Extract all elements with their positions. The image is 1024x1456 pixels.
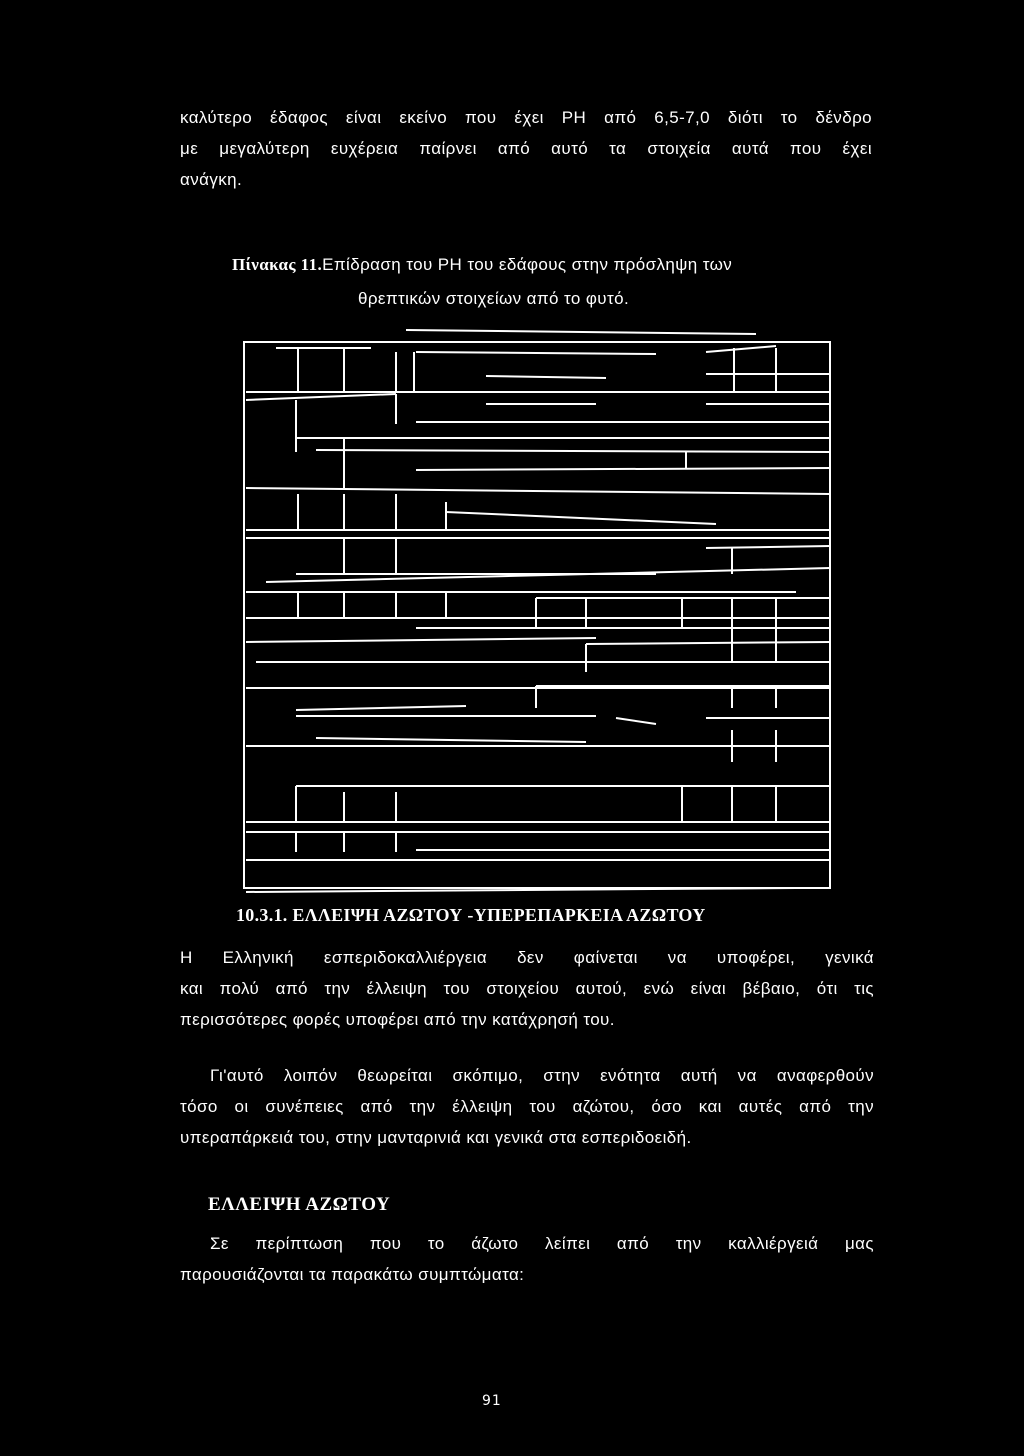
band-line — [616, 718, 656, 724]
band-line — [706, 546, 830, 548]
band-line — [706, 346, 776, 352]
caption-line-2: θρεπτικών στοιχείων από το φυτό. — [358, 289, 630, 308]
paragraph-line: υπεραπάρκειά του, στην μανταρινιά και γενικά στα εσπεριδοειδή. — [180, 1128, 692, 1147]
intro-line: καλύτερο έδαφος είναι εκείνο που έχει PH από 6,5-7,0 διότι το δένδρο — [180, 108, 872, 127]
paragraph-line: παρουσιάζονται τα παρακάτω συμπτώματα: — [180, 1265, 525, 1284]
paragraph-line: Η Ελληνική εσπεριδοκαλλιέργεια δεν φαίνεται να υποφέρει, γενικά — [180, 948, 874, 967]
band-line — [316, 738, 586, 742]
band-line — [316, 450, 830, 452]
band-line — [446, 512, 716, 524]
paragraph-line: περισσότερες φορές υποφέρει από την κατάχρησή του. — [180, 1010, 615, 1029]
band-line — [246, 488, 830, 494]
ph-nutrient-figure — [236, 312, 836, 912]
caption-label: Πίνακας 11. — [232, 255, 323, 274]
paragraph-line: και πολύ από την έλλειψη του στοιχείου αυτού, ενώ είναι βέβαιο, ότι τις — [180, 979, 874, 998]
intro-line: με μεγαλύτερη ευχέρεια παίρνει από αυτό τα στοιχεία αυτά που έχει — [180, 139, 872, 158]
band-line — [586, 642, 830, 644]
caption-line-1 — [232, 248, 872, 282]
intro-line: ανάγκη. — [180, 170, 243, 189]
paragraph-line: Σε περίπτωση που το άζωτο λείπει από την καλλιέργειά μας — [210, 1234, 874, 1253]
caption-title: Επίδραση του PH του εδάφους στην πρόσληψη των — [322, 255, 733, 274]
section-heading: 10.3.1. ΕΛΛΕΙΨΗ ΑΖΩΤΟΥ -ΥΠΕΡΕΠΑΡΚΕΙΑ ΑΖΩΤΟΥ — [236, 905, 706, 925]
band-line — [246, 394, 396, 400]
paragraph-line: τόσο οι συνέπειες από την έλλειψη του αζώτου, όσο και αυτές από την — [180, 1097, 874, 1116]
band-line — [416, 468, 830, 470]
intro-paragraph — [180, 102, 872, 195]
figure-top-line — [406, 330, 756, 334]
paragraph-2 — [180, 1060, 874, 1153]
paragraph-1 — [180, 942, 874, 1035]
paragraph-3 — [180, 1228, 874, 1290]
band-line — [296, 706, 466, 710]
band-line — [416, 352, 656, 354]
paragraph-line: Γι'αυτό λοιπόν θεωρείται σκόπιμο, στην ενότητα αυτή να αναφερθούν — [210, 1066, 874, 1085]
band-line — [486, 376, 606, 378]
subsection-heading: ΕΛΛΕΙΨΗ ΑΖΩΤΟΥ — [208, 1194, 391, 1215]
band-line — [246, 638, 596, 642]
table-caption — [232, 248, 872, 316]
page-number: 91 — [482, 1393, 502, 1409]
